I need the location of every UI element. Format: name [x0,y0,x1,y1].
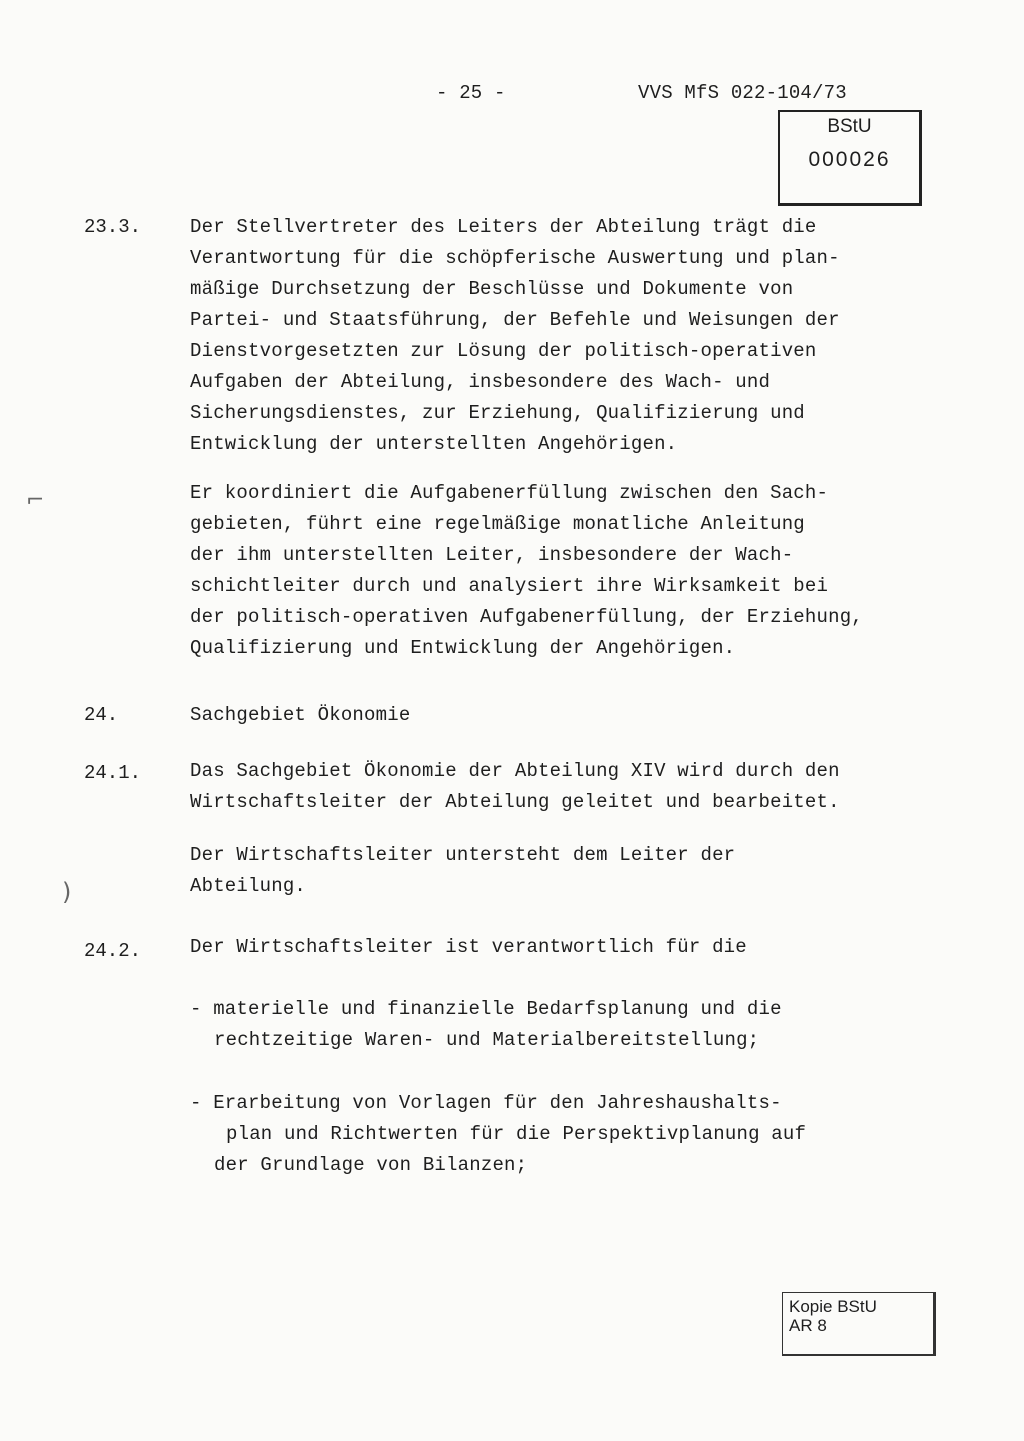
section-number-23-3: 23.3. [84,216,142,238]
text-line: schichtleiter durch und analysiert ihre Wirksamkeit bei [190,575,829,597]
text-line: Der Stellvertreter des Leiters der Abteilung trägt die [190,216,817,238]
text-line: Wirtschaftsleiter der Abteilung geleitet und bearbeitet. [190,791,840,813]
bstu-stamp [778,110,922,206]
text-line: plan und Richtwerten für die Perspektivplanung auf [226,1123,807,1145]
kopie-bstu-stamp [782,1292,936,1356]
text-line: Abteilung. [190,875,307,897]
section-24-2-bullet-1 [190,994,782,1056]
text-line: gebieten, führt eine regelmäßige monatliche Anleitung [190,513,805,535]
text-line: Entwicklung der unterstellten Angehörigen. [190,433,678,455]
text-line: der ihm unterstellten Leiter, insbesondere der Wach- [190,544,794,566]
text-line: der Grundlage von Bilanzen; [214,1154,528,1176]
section-24-1-paragraph-1 [190,756,840,818]
text-line: Partei- und Staatsführung, der Befehle und Weisungen der [190,309,840,331]
section-number-24: 24. [84,704,119,726]
document-reference: VVS MfS 022-104/73 [638,82,847,104]
bstu-stamp-number: 000026 [808,148,891,171]
section-23-3-paragraph-2 [190,478,863,664]
page-number: - 25 - [436,82,506,104]
section-24-title: Sachgebiet Ökonomie [190,704,411,726]
text-line: Verantwortung für die schöpferische Auswertung und plan- [190,247,840,269]
text-line: rechtzeitige Waren- und Materialbereitstellung; [214,1029,760,1051]
text-line: - Erarbeitung von Vorlagen für den Jahreshaushalts- [190,1092,782,1114]
kopie-stamp-line-2: AR 8 [789,1316,827,1335]
kopie-stamp-line-1: Kopie BStU [789,1297,877,1316]
section-24-2-intro: Der Wirtschaftsleiter ist verantwortlich für die [190,936,747,958]
section-23-3-paragraph-1 [190,212,840,460]
text-line: der politisch-operativen Aufgabenerfüllung, der Erziehung, [190,606,863,628]
margin-bracket-mark: ) [62,878,72,906]
text-line: Sicherungsdienstes, zur Erziehung, Qualifizierung und [190,402,805,424]
section-24-1-paragraph-2 [190,840,735,902]
text-line: Aufgaben der Abteilung, insbesondere des Wach- und [190,371,771,393]
text-line: Dienstvorgesetzten zur Lösung der politisch-operativen [190,340,817,362]
text-line: Das Sachgebiet Ökonomie der Abteilung XIV wird durch den [190,760,840,782]
text-line: - materielle und finanzielle Bedarfsplanung und die [190,998,782,1020]
section-24-2-bullet-2 [190,1088,806,1181]
text-line: Der Wirtschaftsleiter untersteht dem Leiter der [190,844,736,866]
section-number-24-1: 24.1. [84,762,142,784]
text-line: Er koordiniert die Aufgabenerfüllung zwischen den Sach- [190,482,829,504]
text-line: mäßige Durchsetzung der Beschlüsse und Dokumente von [190,278,794,300]
section-number-24-2: 24.2. [84,940,142,962]
bstu-stamp-label: BStU [827,116,872,137]
text-line: Qualifizierung und Entwicklung der Angehörigen. [190,637,736,659]
margin-bracket-mark: ⌐ [26,488,45,513]
